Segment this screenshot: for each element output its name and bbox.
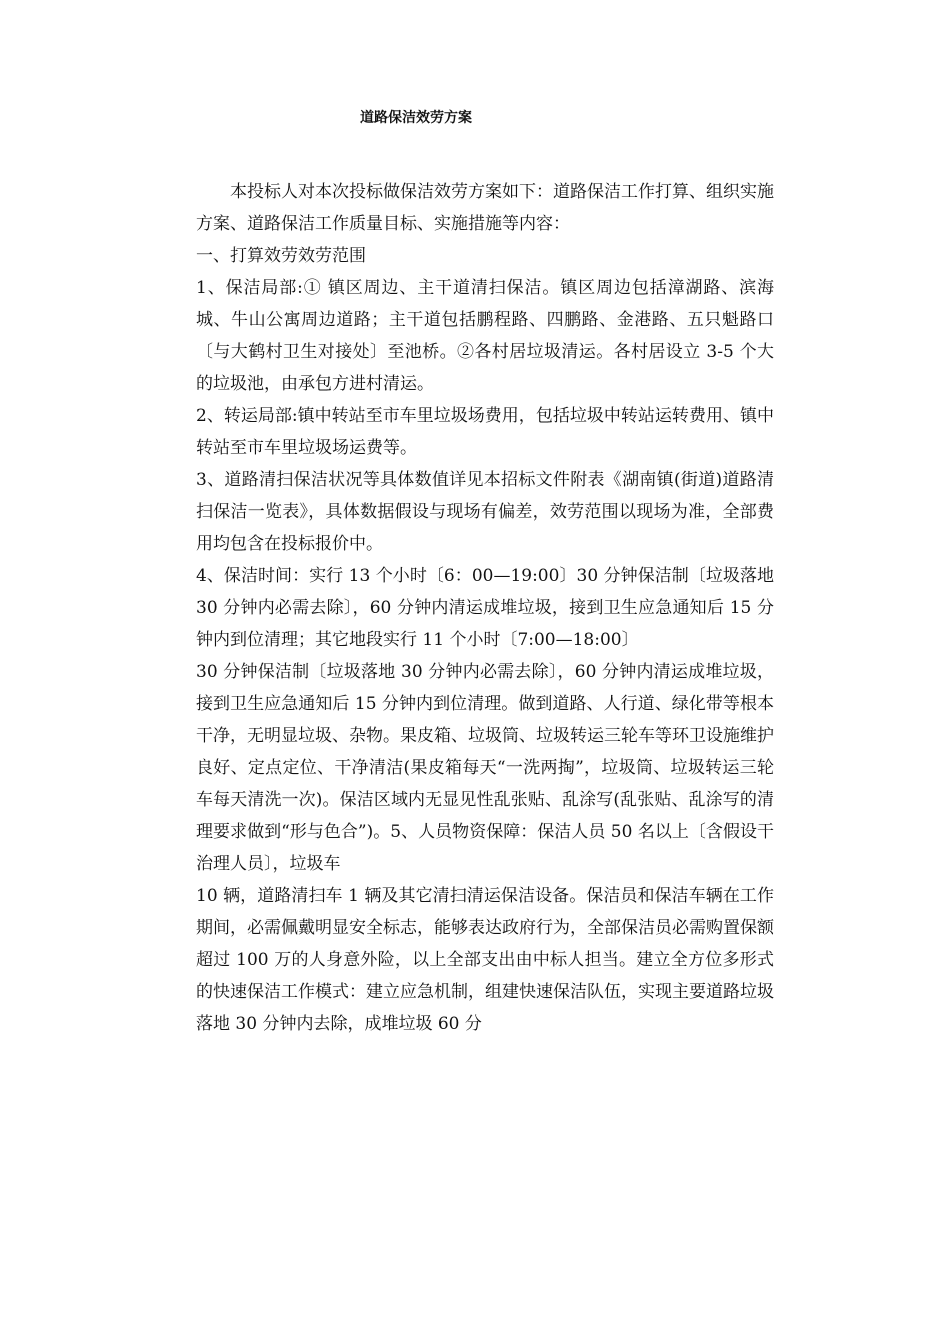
document-body [196,176,774,1040]
paragraph-continuation-1: 30 分钟保洁制〔垃圾落地 30 分钟内必需去除〕，60 分钟内清运成堆垃圾，接到卫生应急通知后 15 分钟内到位清理。做到道路、人行道、绿化带等根本干净，无明显垃圾、杂物。果皮箱、垃圾筒、垃圾转运三轮车等环卫设施维护良好、定点定位、干净清洁(果皮箱每天“一洗两掏”，垃圾筒、垃圾转运三轮车每天清洗一次)。保洁区域内无显见性乱张贴、乱涂写(乱张贴、乱涂写的清理要求做到“形与色合”)。5、人员物资保障：保洁人员 50 名以上〔含假设干治理人员〕，垃圾车 [196,662,774,874]
paragraph-item-2: 2、转运局部:镇中转站至市车里垃圾场费用，包括垃圾中转站运转费用、镇中转站至市车里垃圾场运费等。 [196,406,774,458]
section-heading-scope: 一、打算效劳效劳范围 [196,246,366,266]
document-title: 道路保洁效劳方案 [360,110,472,126]
paragraph-intro: 本投标人对本次投标做保洁效劳方案如下：道路保洁工作打算、组织实施方案、道路保洁工作质量目标、实施措施等内容： [196,182,774,234]
paragraph-continuation-2: 10 辆，道路清扫车 1 辆及其它清扫清运保洁设备。保洁员和保洁车辆在工作期间，必需佩戴明显安全标志，能够表达政府行为，全部保洁员必需购置保额超过 100 万的人身意外险，以上全部支出由中标人担当。建立全方位多形式的快速保洁工作模式：建立应急机制，组建快速保洁队伍，实现主要道路垃圾落地 30 分钟内去除，成堆垃圾 60 分 [196,886,774,1034]
paragraph-item-1: 1、保洁局部:① 镇区周边、主干道清扫保洁。镇区周边包括漳湖路、滨海城、牛山公寓周边道路；主干道包括鹏程路、四鹏路、金港路、五只魁路口〔与大鹤村卫生对接处〕至池桥。②各村居垃圾清运。各村居设立 3-5 个大的垃圾池，由承包方进村清运。 [196,278,774,394]
paragraph-item-3: 3、道路清扫保洁状况等具体数值详见本招标文件附表《湖南镇(街道)道路清扫保洁一览表》，具体数据假设与现场有偏差，效劳范围以现场为准，全部费用均包含在投标报价中。 [196,470,774,554]
paragraph-item-4: 4、保洁时间：实行 13 个小时〔6：00—19:00〕30 分钟保洁制〔垃圾落地 30 分钟内必需去除〕，60 分钟内清运成堆垃圾，接到卫生应急通知后 15 分钟内到位清理；其它地段实行 11 个小时〔7:00—18:00〕 [196,566,774,650]
